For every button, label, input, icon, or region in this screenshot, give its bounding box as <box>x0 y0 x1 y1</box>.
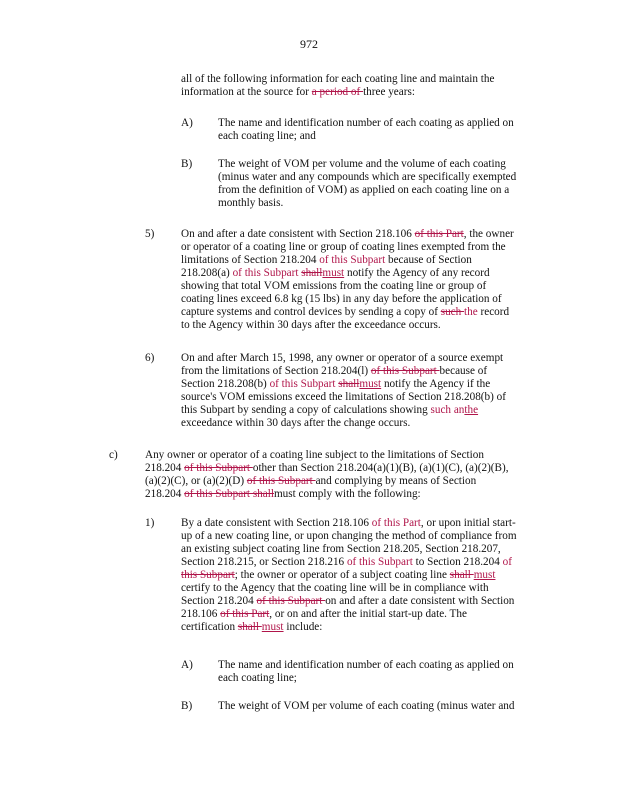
text-line: exceedance within 30 days after the change occurs. <box>181 417 411 429</box>
list-item <box>218 117 514 143</box>
text-line: certify to the Agency that the coating line will be in compliance with <box>181 582 489 594</box>
text-line: On and after a date consistent with Section 218.106 of this Part, the owner <box>181 228 514 240</box>
text-line: from the definition of VOM) as applied on each coating line on a <box>218 184 510 196</box>
text-line: Section 218.208(b) of this Subpart shallmust notify the Agency if the <box>181 378 491 390</box>
inserted-text: must <box>359 378 382 390</box>
list-label: c) <box>109 449 118 461</box>
text-line: monthly basis. <box>218 197 284 209</box>
list-label: B) <box>181 700 193 712</box>
text-line: showing that total VOM emissions from the coating line or group of <box>181 280 487 292</box>
list-label: A) <box>181 659 193 671</box>
inserted-text: the <box>464 404 479 416</box>
text-line: from the limitations of Section 218.204(l) of this Subpart because of <box>181 365 488 377</box>
deleted-text: a period of <box>311 86 364 98</box>
text-line: or operator of a coating line or group of coating lines exempted from the <box>181 241 506 253</box>
deleted-text: of this Subpart <box>184 462 253 474</box>
inserted-text: must <box>473 569 496 581</box>
inserted-text: must <box>322 267 345 279</box>
inserted-text: of this Subpart <box>319 254 386 266</box>
list-label: 1) <box>145 517 155 529</box>
text-line: to the Agency within 30 days after the exceedance occurs. <box>181 319 441 331</box>
list-item <box>145 449 509 501</box>
text-line: this Subpart by sending a copy of calculations showing such anthe <box>181 404 479 416</box>
deleted-text: shall <box>301 267 323 279</box>
deleted-text: shall <box>338 378 360 390</box>
text-line: The weight of VOM per volume and the volume of each coating <box>218 158 506 170</box>
list-label: A) <box>181 117 193 129</box>
text-line: up of a new coating line, or upon changing the method of compliance from <box>181 530 517 542</box>
page-number: 972 <box>300 37 318 51</box>
text-line: limitations of Section 218.204 of this Subpart because of Section <box>181 254 472 266</box>
inserted-text: of this Subpart <box>346 556 413 568</box>
text-line: certification shall must include: <box>181 621 323 633</box>
text-line: (a)(2)(C), or (a)(2)(D) of this Subpart and complying by means of Section <box>145 475 477 487</box>
intro-paragraph <box>181 73 494 99</box>
deleted-text: shall <box>449 569 474 581</box>
deleted-text: of this Subpart <box>246 475 316 487</box>
inserted-text: of this Subpart <box>269 378 339 390</box>
text-line: On and after March 15, 1998, any owner or operator of a source exempt <box>181 352 504 364</box>
text-line: an existing subject coating line from Section 218.205, Section 218.207, <box>181 543 501 555</box>
list-item <box>181 228 514 332</box>
deleted-text: shall <box>237 621 262 633</box>
text-line: (minus water and any compounds which are specifically exempted <box>218 171 517 183</box>
inserted-text: of this Part <box>371 517 421 529</box>
list-label: 5) <box>145 228 155 240</box>
text-line: capture systems and control devices by sending a copy of such the record <box>181 306 510 318</box>
list-item <box>218 700 515 713</box>
deleted-text: of this Subpart shall <box>184 488 274 500</box>
text-line: Section 218.215, or Section 218.216 of this Subpart to Section 218.204 of <box>181 556 512 568</box>
text-line: information at the source for a period of three years: <box>181 86 415 98</box>
text-line: 218.204 of this Subpart shallmust comply with the following: <box>145 488 421 500</box>
deleted-text: of this Subpart <box>370 365 440 377</box>
text-line: each coating line; and <box>218 130 316 142</box>
inserted-text: such an <box>430 404 465 416</box>
text-line: By a date consistent with Section 218.106 of this Part, or upon initial start- <box>181 517 516 529</box>
inserted-text: the <box>464 306 478 318</box>
text-line: each coating line; <box>218 672 297 684</box>
list-label: 6) <box>145 352 155 364</box>
text-line: 218.208(a) of this Subpart shallmust notify the Agency of any record <box>181 267 490 279</box>
inserted-text: must <box>261 621 284 633</box>
inserted-text: of this Subpart <box>232 267 302 279</box>
deleted-text: this Subpart <box>181 569 235 581</box>
text-line: Any owner or operator of a coating line subject to the limitations of Section <box>145 449 484 461</box>
inserted-text: of <box>502 556 512 568</box>
text-line: coating lines exceed 6.8 kg (15 lbs) in any day before the application of <box>181 293 502 305</box>
deleted-text: of this Part <box>414 228 464 240</box>
text-line: all of the following information for each coating line and maintain the <box>181 73 495 85</box>
list-item <box>218 659 514 685</box>
list-label: B) <box>181 158 193 170</box>
text-line: The name and identification number of each coating as applied on <box>218 659 514 671</box>
text-line: 218.106 of this Part, or on and after the initial start-up date. The <box>181 608 467 620</box>
text-line: The weight of VOM per volume of each coating (minus water and <box>218 700 515 712</box>
deleted-text: such <box>440 306 465 318</box>
text-line: The name and identification number of each coating as applied on <box>218 117 514 129</box>
text-line: this Subpart; the owner or operator of a subject coating line shall must <box>181 569 496 581</box>
text-line: Section 218.204 of this Subpart on and after a date consistent with Section <box>181 595 515 607</box>
text-line: source's VOM emissions exceed the limitations of Section 218.208(b) of <box>181 391 506 403</box>
list-item <box>181 517 517 634</box>
list-item <box>181 352 506 430</box>
list-item <box>218 158 516 210</box>
deleted-text: of this Part <box>220 608 270 620</box>
deleted-text: of this Subpart <box>256 595 326 607</box>
text-line: 218.204 of this Subpart other than Section 218.204(a)(1)(B), (a)(1)(C), (a)(2)(B), <box>145 462 509 474</box>
